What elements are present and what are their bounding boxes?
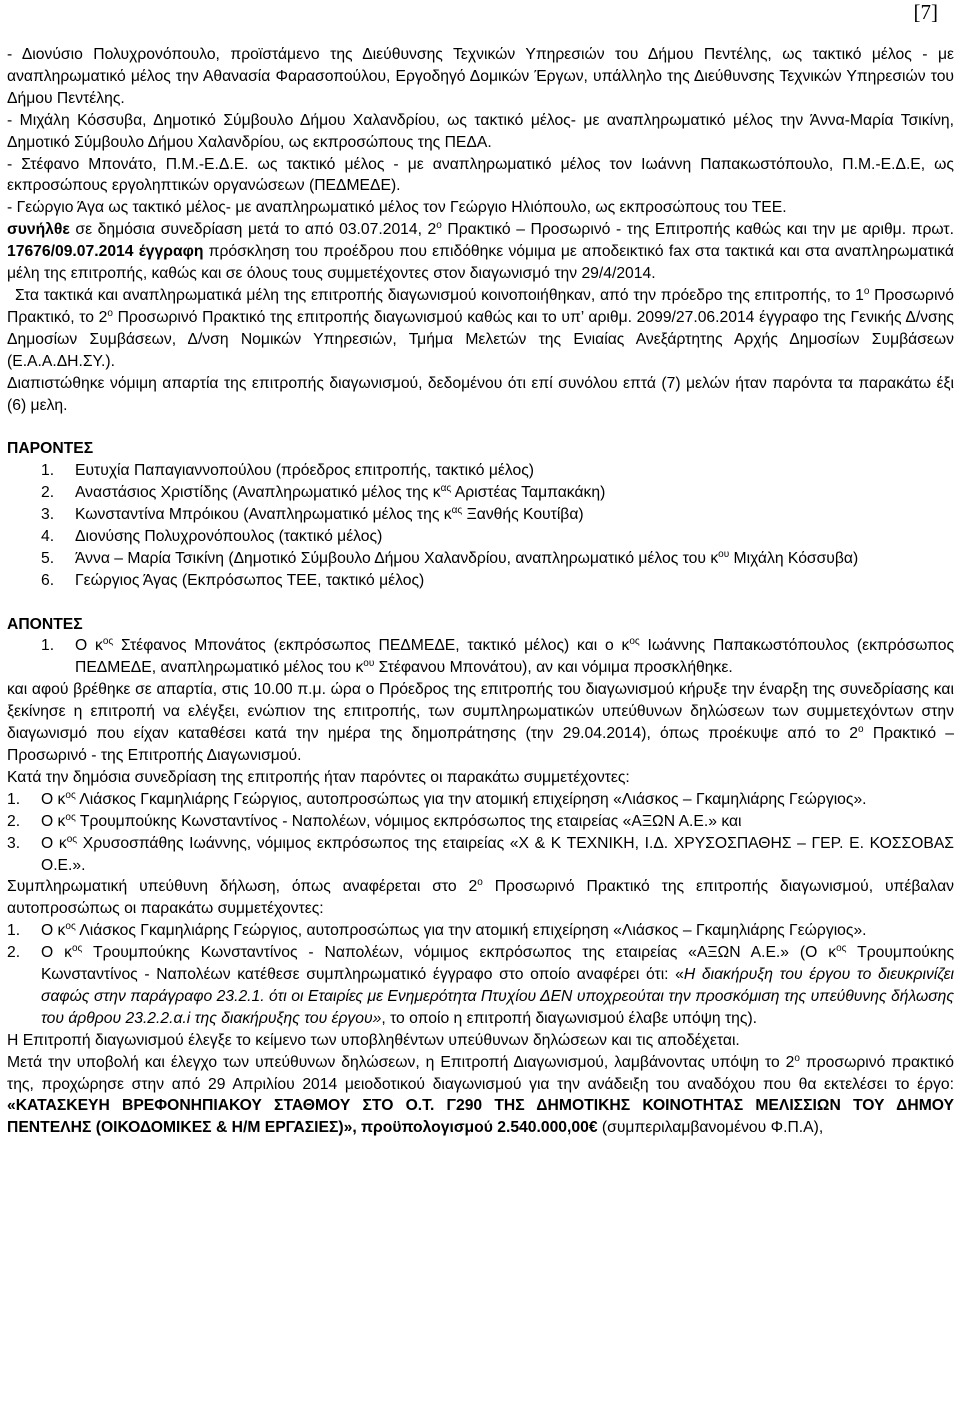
- list-item: 2. Ο $\kappa^{o\varsigma}$ Τρουμπούκης Κωνσταντίνος - Ναπολέων, νόμιμος εκπρόσωπος της εταιρείας «ΑΞΩΝ Α.Ε.» (Ο $\kappa^{o\varsigma}$ Τρουμπούκης Κωνσταντίνος - Ναπολέων κατέθεσε συμπληρωματικό έγγραφο στο οποίο αναφέρει ότι: «Η διακήρυξη του έργου το διευκρινίζει σαφώς στην παράγραφο 23.2.1. ότι οι Εταιρίες με Ενημερότητα Πτυχίου ΔΕΝ υποχρεούται την προσκόμιση της υπεύθυνης δήλωσης του άρθρου 23.2.2.α.i της διακήρυξης του έργου», το οποίο η επιτροπή διαγωνισμού έλαβε υπόψη της).: [7, 943, 955, 1027]
- list-item: 2. Ο $\kappa^{o\varsigma}$ Τρουμπούκης Κωνσταντίνος - Ναπολέων, νόμιμος εκπρόσωπος της εταιρείας «ΑΞΩΝ Α.Ε.» και: [7, 811, 742, 830]
- present-list: [7, 460, 954, 591]
- review-paragraph-2: Μετά την υποβολή και έλεγχο των υπεύθυνων δηλώσεων, η Επιτροπή Διαγωνισμού, λαμβάνοντας υπόψη το $2^o$ προσωρινό πρακτικό της, προχώρησε στην από 29 Απριλίου 2014 μειοδοτικού διαγωνισμού για την ανάδειξη του αναδόχου που θα εκτελέσει το έργο: «ΚΑΤΑΣΚΕΥΗ ΒΡΕΦΟΝΗΠΙΑΚΟΥ ΣΤΑΘΜΟΥ ΣΤΟ Ο.Τ. Γ290 ΤΗΣ ΔΗΜΟΤΙΚΗΣ ΚΟΙΝΟΤΗΤΑΣ ΜΕΛΙΣΣΙΩΝ ΤΟΥ ΔΗΜΟΥ ΠΕΝΤΕΛΗΣ (ΟΙΚΟΔΟΜΙΚΕΣ & Η/Μ ΕΡΓΑΣΙΕΣ)», προϋπολογισμού 2.540.000,00€ (συμπεριλαμβανομένου Φ.Π.Α),: [7, 1052, 954, 1137]
- absent-heading: ΑΠΟΝΤΕΣ: [7, 615, 83, 633]
- participants-intro: Κατά την δημόσια συνεδρίαση της επιτροπής ήταν παρόντες οι παρακάτω συμμετέχοντες:: [7, 768, 630, 786]
- list-item: 1. Ευτυχία Παπαγιαννοπούλου (πρόεδρος επιτροπής, τακτικό μέλος): [41, 462, 534, 480]
- intro-line-3: - Στέφανο Μπονάτο, Π.Μ.-Ε.Δ.Ε. ως τακτικό μέλος - με αναπληρωματικό μέλος τον Ιωάννη Παπακωστόπουλο, Π.Μ.-Ε.Δ.Ε, ως εκπροσώπους εργοληπτικών οργανώσεων (ΠΕΔΜΕΔΕ).: [7, 155, 954, 195]
- list-item: 1. Ο $\kappa^{o\varsigma}$ Λιάσκος Γκαμηλιάρης Γεώργιος, αυτοπροσώπως για την ατομική επιχείρηση «Λιάσκος – Γκαμηλιάρης Γεώργιος».: [7, 921, 867, 940]
- session-paragraph: συνήλθε σε δημόσια συνεδρίαση μετά το από 03.07.2014, $2^o$ Πρακτικό – Προσωρινό - της Επιτροπής καθώς και την με αριθμ. πρωτ. 17676/09.07.2014 έγγραφη πρόσκληση του προέδρου που επιδόθηκε νόμιμα με αποδεικτικό fax στα τακτικά και στα αναπληρωματικά μέλη της επιτροπής, καθώς και σε όλους τους συμμετέχοντες στον διαγωνισμό την 29/4/2014.: [7, 220, 954, 283]
- submitters-list: [7, 920, 954, 1030]
- list-item: 3. Ο $\kappa^{o\varsigma}$ Χρυσοσπάθης Ιωάννης, νόμιμος εκπρόσωπος της εταιρείας «Χ & Κ ΤΕΧΝΙΚΗ, Ι.Δ. ΧΡΥΣΟΣΠΑΘΗΣ – ΓΕΡ. Ε. ΚΟΣΣΟΒΑΣ Ο.Ε.».: [7, 833, 955, 874]
- list-item: 2. Αναστάσιος Χριστίδης (Αναπληρωματικό μέλος της $\kappa^{\alpha\varsigma}$ Αριστέας Ταμπακάκη): [41, 483, 606, 502]
- supplementary-paragraph: Συμπληρωματική υπεύθυνη δήλωση, όπως αναφέρεται στο $2^o$ Προσωρινό Πρακτικό της επιτροπής διαγωνισμού, υπέβαλαν αυτοπροσώπως οι παρακάτω συμμετέχοντες:: [7, 877, 954, 918]
- list-item: 1. Ο $\kappa^{o\varsigma}$ Λιάσκος Γκαμηλιάρης Γεώργιος, αυτοπροσώπως για την ατομική επιχείρηση «Λιάσκος – Γκαμηλιάρης Γεώργιος».: [7, 789, 867, 808]
- absent-list: [7, 635, 954, 679]
- intro-line-4: - Γεώργιο Άγα ως τακτικό μέλος- με αναπληρωματικό μέλος τον Γεώργιο Ηλιόπουλο, ως εκπροσώπους του ΤΕΕ.: [7, 199, 787, 217]
- intro-line-2: - Μιχάλη Κόσσυβα, Δημοτικό Σύμβουλο Δήμου Χαλανδρίου, ως τακτικό μέλος- με αναπληρωματικό μέλος την Άννα-Μαρία Τσικίνη, Δημοτικό Σύμβουλο Δήμου Χαλανδρίου, ως εκπροσώπους της ΠΕΔΑ.: [7, 111, 954, 151]
- present-heading: ΠΑΡΟΝΤΕΣ: [7, 440, 94, 458]
- session-lead: συνήλθε: [7, 221, 70, 239]
- session-ref: 17676/09.07.2014 έγγραφη: [7, 243, 204, 261]
- document-body: [7, 44, 954, 1139]
- notified-paragraph: Στα τακτικά και αναπληρωματικά μέλη της επιτροπής διαγωνισμού κοινοποιήθηκαν, από την πρόεδρο της επιτροπής, το $1^o$ Προσωρινό Πρακτικό, το $2^o$ Προσωρινό Πρακτικό της επιτροπής διαγωνισμού καθώς και το υπ’ αριθμ. 2099/27.06.2014 έγγραφο της Γενικής Δ/νσης Δημοσίων Συμβάσεων, Δ/νση Νομικών Υπηρεσιών, Τμήμα Μελετών της Ενιαίας Ανεξάρτητης Αρχής Δημοσίων Συμβάσεων (Ε.Α.Α.ΔΗ.ΣΥ.).: [7, 285, 954, 370]
- after-quorum-paragraph: και αφού βρέθηκε σε απαρτία, στις 10.00 π.μ. ώρα ο Πρόεδρος της επιτροπής του διαγωνισμού κήρυξε την έναρξη της συνεδρίασης και ξεκίνησε η επιτροπή να ελέγξει, ενώπιον της επιτροπής, των συμπληρωματικών υπεύθυνων δηλώσεων των συμμετεχόντων στην διαγωνισμό που είχαν καταθέσει κατά την ημέρα της δημοπράτησης (την 29.04.2014), όπως προέκυψε από το $2^o$ Πρακτικό – Προσωρινό - της Επιτροπής Διαγωνισμού.: [7, 681, 954, 764]
- list-item: 6. Γεώργιος Άγας (Εκπρόσωπος ΤΕΕ, τακτικό μέλος): [41, 571, 425, 589]
- quorum-paragraph: Διαπιστώθηκε νόμιμη απαρτία της επιτροπής διαγωνισμού, δεδομένου ότι επί συνόλου επτά (7) μελών ήταν παρόντα τα παρακάτω έξι (6) μελη.: [7, 374, 954, 414]
- review-paragraph-1: Η Επιτροπή διαγωνισμού έλεγξε το κείμενο των υποβληθέντων υπεύθυνων δηλώσεων και τις αποδέχεται.: [7, 1031, 740, 1049]
- list-item: 4. Διονύσης Πολυχρονόπουλος (τακτικό μέλος): [41, 527, 383, 545]
- page-number: [7]: [913, 0, 938, 24]
- list-item: 1. Ο $\kappa^{o\varsigma}$ Στέφανος Μπονάτος (εκπρόσωπος ΠΕΔΜΕΔΕ, τακτικό μέλος) και ο $\kappa^{o\varsigma}$ Ιωάννης Παπακωστόπουλος (εκπρόσωπος ΠΕΔΜΕΔΕ, αναπληρωματικό μέλος του $\kappa^{o\upsilon}$ Στέφανου Μπονάτου), αν και νόμιμα προσκλήθηκε.: [41, 636, 955, 677]
- intro-line-1: - Διονύσιο Πολυχρονόπουλο, προϊστάμενο της Διεύθυνσης Τεχνικών Υπηρεσιών του Δήμου Πεντέλης, ως τακτικό μέλος - με αναπληρωματικό μέλος την Αθανασία Φαρασοπούλου, Εργοδηγό Δομικών Έργων, υπάλληλο της Διεύθυνσης Τεχνικών Υπηρεσιών του Δήμου Πεντέλης.: [7, 46, 954, 107]
- list-item: 3. Κωνσταντίνα Μπρόικου (Αναπληρωματικό μέλος της $\kappa^{\alpha\varsigma}$ Ξανθής Κουτίβα): [41, 505, 584, 524]
- list-item: 5. Άννα – Μαρία Τσικίνη (Δημοτικό Σύμβουλο Δήμου Χαλανδρίου, αναπληρωματικό μέλος του $\kappa^{o\upsilon}$ Μιχάλη Κόσσυβα): [41, 548, 859, 567]
- participants-list: [7, 789, 954, 877]
